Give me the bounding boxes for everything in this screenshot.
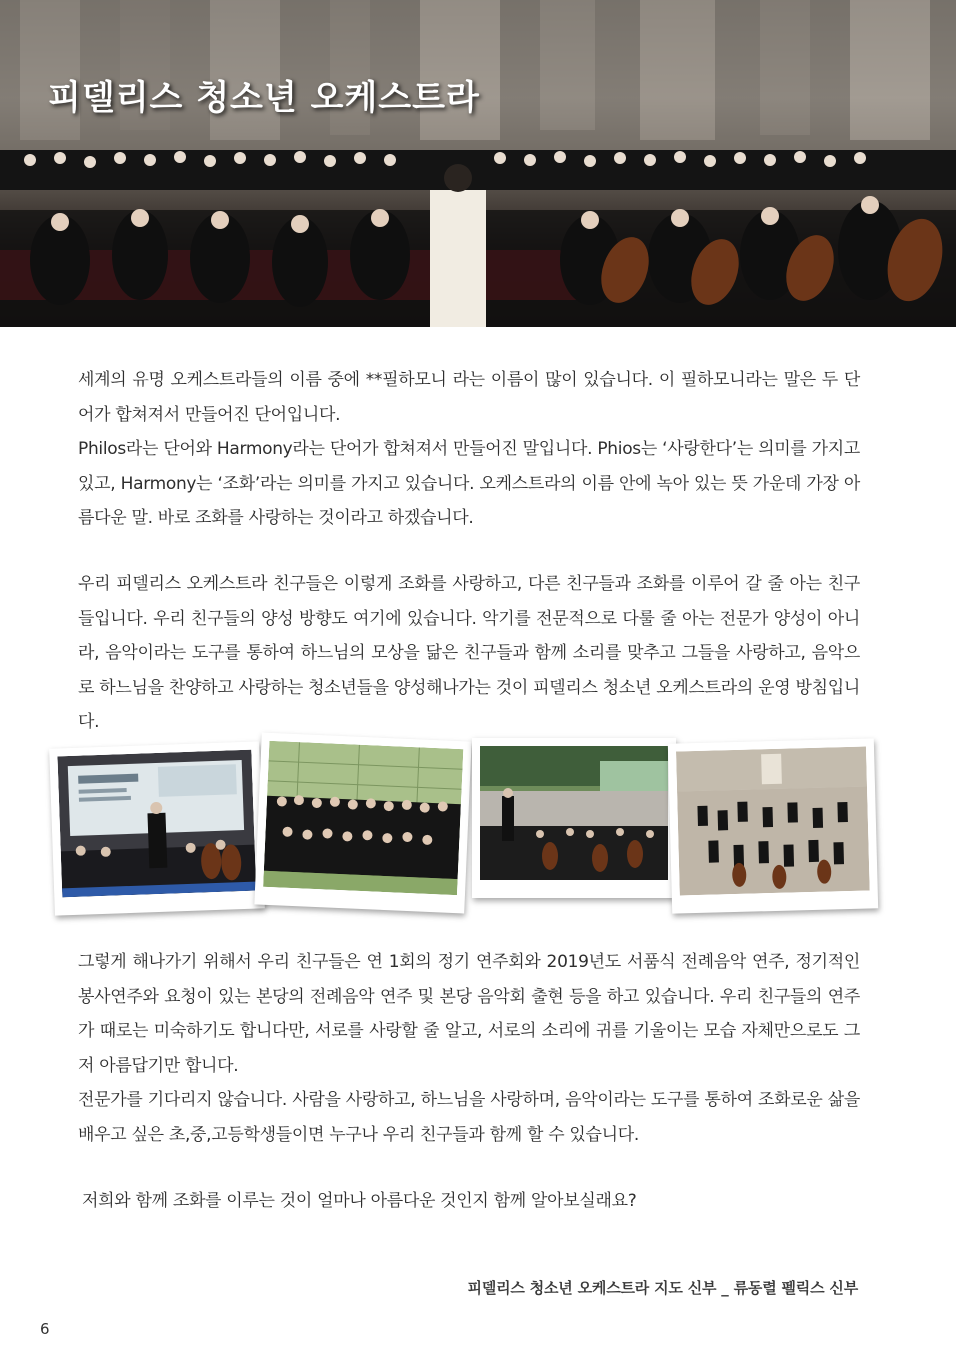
outdoor-performance-image [480,746,668,880]
concert-stage-image [57,750,256,898]
page-number: 6 [40,1320,50,1338]
mission-text: 우리 피델리스 오케스트라 친구들은 이렇게 조화를 사랑하고, 다른 친구들과 조화를 이루어 갈 줄 아는 친구들입니다. 우리 친구들의 양성 방향도 여기에 있습니다. 악기를 전문적으로 다룰 줄 아는 전문가 양성이 아니라, 음악이라는 도구를 통하여 하느님의 모상을 닮은 친구들과 함께 소리를 맞추고 그들을 사랑하고, 음악으로 하느님을 찬양하고 사랑하는 청소년들을 양성해나가는 것이 피델리스 청소년 오케스트라의 운영 방침입니다. [78,574,861,732]
hero-photo [0,0,956,327]
invitation-paragraph [82,1184,864,1219]
activities-text-2: 전문가를 기다리지 않습니다. 사람을 사랑하고, 하느님을 사랑하며, 음악이라는 도구를 통하여 조화로운 삶을 배우고 싶은 초,중,고등학생들이면 누구나 우리 친구들과 함께 할 수 있습니다. [78,1090,860,1145]
church-performance-image [676,747,870,896]
page-title: 피델리스 청소년 오케스트라 [48,78,480,118]
invitation-text: 저희와 함께 조화를 이루는 것이 얼마나 아름다운 것인지 함께 알아보실래요? [82,1191,637,1211]
orchestra-photo [0,0,956,327]
intro-text-1: 세계의 유명 오케스트라들의 이름 중에 **필하모니 라는 이름이 많이 있습니다. 이 필하모니라는 말은 두 단어가 합쳐져서 만들어진 단어입니다. [78,370,860,425]
photo-concert-stage [49,741,265,915]
activities-text-1: 그렇게 해나가기 위해서 우리 친구들은 연 1회의 정기 연주회와 2019년도 서품식 전례음악 연주, 정기적인 봉사연주와 요청이 있는 본당의 전례음악 연주 및 본당 음악회 출현 등을 하고 있습니다. 우리 친구들의 연주가 때로는 미숙하기도 합니다만, 서로를 사랑할 줄 알고, 서로의 소리에 귀를 기울이는 모습 자체만으로도 그저 아름답기만 합니다. [78,952,860,1076]
intro-text-2: Philos라는 단어와 Harmony라는 단어가 합쳐져서 만들어진 말입니다. Phios는 ‘사랑한다’는 의미를 가지고 있고, Harmony는 ‘조화’라는 의미를 가지고 있습니다. 오케스트라의 이름 안에 녹아 있는 뜻 가운데 가장 아름다운 말. 바로 조화를 사랑하는 것이라고 하겠습니다. [78,439,860,528]
mission-paragraph [78,567,860,740]
photo-church-performance [668,738,878,913]
photo-outdoor-performance [472,738,676,898]
author-credit: 피델리스 청소년 오케스트라 지도 신부 _ 류동렬 펠릭스 신부 [467,1279,858,1297]
group-outdoor-image [263,741,463,895]
photo-group-outdoor [254,733,471,914]
intro-paragraph [78,363,860,536]
activities-paragraph [78,945,860,1152]
